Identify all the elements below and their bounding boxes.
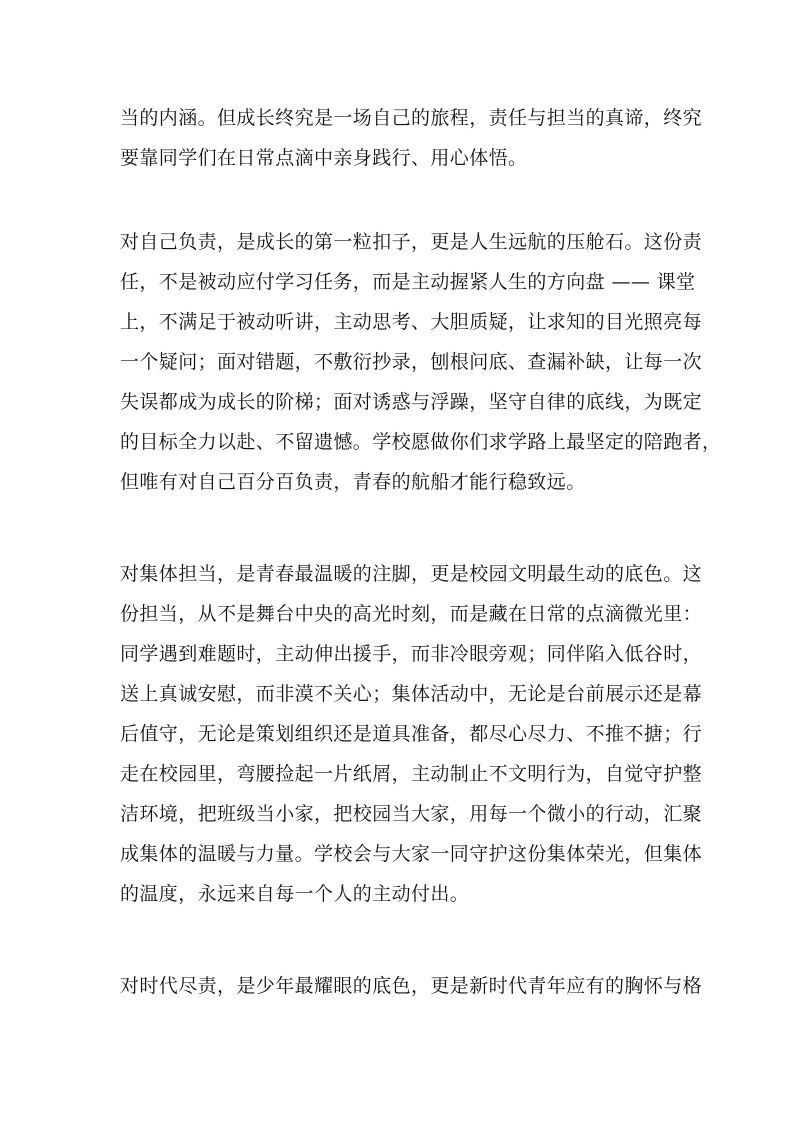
paragraph-3-line-2: 份担当，从不是舞台中央的高光时刻，而是藏在日常的点滴微光里：	[120, 603, 703, 625]
paragraph-3-line-4: 送上真诚安慰，而非漠不关心；集体活动中，无论是台前展示还是幕	[120, 683, 703, 705]
paragraph-2-line-4: 一个疑问；面对错题，不敷衍抄录，刨根问底、查漏补缺，让每一次	[120, 351, 703, 373]
paragraph-1-line-2: 要靠同学们在日常点滴中亲身践行、用心体悟。	[120, 147, 528, 169]
paragraph-3-line-3: 同学遇到难题时，主动伸出援手，而非冷眼旁观；同伴陷入低谷时，	[120, 643, 703, 665]
paragraph-3-line-1: 对集体担当，是青春最温暖的注脚，更是校园文明最生动的底色。这	[120, 563, 703, 585]
paragraph-2-line-2: 任，不是被动应付学习任务，而是主动握紧人生的方向盘 —— 课堂	[120, 271, 696, 293]
paragraph-3-line-9: 的温度，永远来自每一个人的主动付出。	[120, 883, 470, 905]
paragraph-3-line-8: 成集体的温暖与力量。学校会与大家一同守护这份集体荣光，但集体	[120, 843, 703, 865]
paragraph-3-line-5: 后值守，无论是策划组织还是道具准备，都尽心尽力、不推不搪；行	[120, 723, 703, 745]
paragraph-1-line-1: 当的内涵。但成长终究是一场自己的旅程，责任与担当的真谛，终究	[120, 107, 703, 129]
paragraph-3-line-7: 洁环境，把班级当小家，把校园当大家，用每一个微小的行动，汇聚	[120, 803, 703, 825]
paragraph-3-line-6: 走在校园里，弯腰捡起一片纸屑，主动制止不文明行为，自觉守护整	[120, 763, 703, 785]
paragraph-2-line-3: 上，不满足于被动听讲，主动思考、大胆质疑，让求知的目光照亮每	[120, 311, 703, 333]
paragraph-2-line-5: 失误都成为成长的阶梯；面对诱惑与浮躁，坚守自律的底线，为既定	[120, 391, 703, 413]
paragraph-2-line-6: 的目标全力以赴、不留遗憾。学校愿做你们求学路上最坚定的陪跑者，	[120, 431, 722, 453]
paragraph-2-line-1: 对自己负责，是成长的第一粒扣子，更是人生远航的压舱石。这份责	[120, 231, 703, 253]
paragraph-4-line-1: 对时代尽责，是少年最耀眼的底色，更是新时代青年应有的胸怀与格	[120, 975, 703, 997]
paragraph-2-line-7: 但唯有对自己百分百负责，青春的航船才能行稳致远。	[120, 471, 586, 493]
